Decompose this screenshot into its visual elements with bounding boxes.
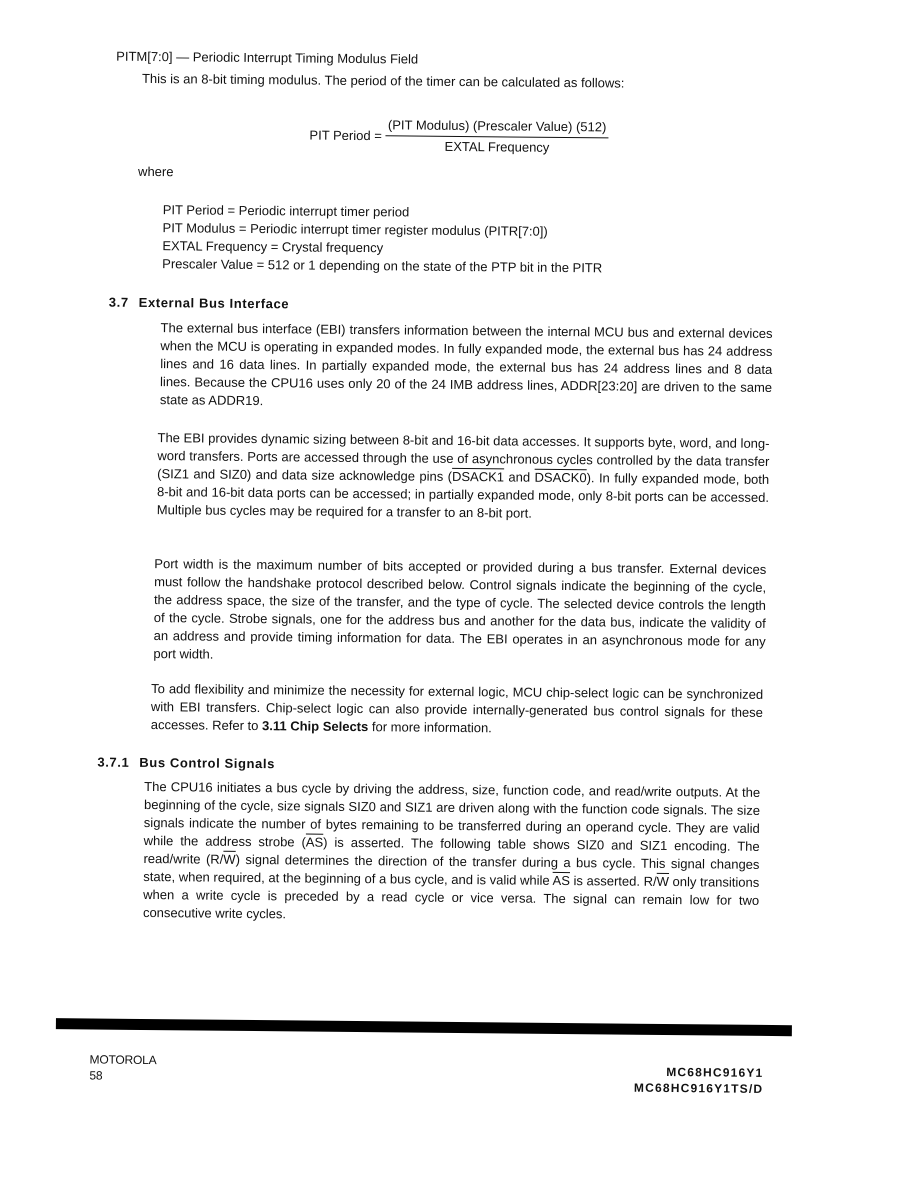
text-run: only transitions when a write cycle is preceded by a read cycle or vice versa. The signal can remain low for two consecutive write cycles. [142,874,760,922]
formula-denominator: EXTAL Frequency [444,138,550,155]
formula-numerator: (PIT Modulus) (Prescaler Value) (512) [386,116,609,138]
section-heading-3-7 [109,294,290,314]
ebi-paragraph-4 [151,680,763,740]
signal-w: $\overline{W}$ [656,873,670,890]
signal-dsack0: DSACK0 [534,469,587,486]
text-run: and [503,469,535,485]
company-name: MOTOROLA [89,1052,157,1068]
text-run: The CPU16 initiates a bus cycle by driving the address, size, function code, and read/write outputs. At the beginning of the cycle, size signals SIZ0 and SIZ1 are driven along with the function code signals. The size signals indicate the number of bytes remaining to be transferred during an operand cycle. They are valid while the address strobe ( [143,778,761,850]
text-run: To add flexibility and minimize the necessity for external logic, MCU chip-select logic can be synchronized with EBI transfers. Chip-select logic can also provide internally-generated bus control signals for these accesses. Refer to [150,681,764,734]
section-number: 3.7 [108,294,129,310]
field-intro: This is an 8-bit timing modulus. The period of the timer can be calculated as follows: [141,70,625,91]
signal-dsack1: DSACK1 [451,468,505,485]
part-number: MC68HC916Y1 [666,1065,764,1080]
ebi-paragraph-3: Port width is the maximum number of bits accepted or provided during a bus transfer. External devices must follow the handshake protocol described below. Control signals indicate the beginning of the cycle, the address space, the size of the transfer, and the type of cycle. The selected device controls the length of the cycle. Strobe signals, one for the address bus and another for the data bus, indicate the validity of an address and provide timing information for data. The EBI operates in an asynchronous mode for any port width. [153,556,767,662]
section-heading-3-7-1 [97,754,275,774]
ebi-paragraph-2 [157,429,770,525]
field-title: PITM[7:0] — Periodic Interrupt Timing Modulus Field [116,48,419,67]
footer-left [89,1051,156,1084]
text-run: ) signal determines the direction of the transfer during a bus cycle. This signal changes state, when required, at the beginning of a bus cycle, and is valid while [143,851,760,888]
footer-rule [56,1018,792,1036]
text-run: ). In fully expanded mode, both 8-bit and 16-bit data ports can be accessed; in partially expanded mode, only 8-bit ports can be accessed. Multiple bus cycles may be required for a transfer to an 8-bit port. [156,470,770,521]
footer-right [555,1063,763,1097]
definition-list [162,201,723,278]
page-number: 58 [89,1068,103,1083]
cross-reference: 3.11 Chip Selects [261,718,369,735]
text-run: is asserted. R/ [569,873,657,889]
signal-w: $\overline{W}$ [223,851,236,867]
section-title: External Bus Interface [138,294,290,312]
definition-item: PIT Period = Periodic interrupt timer period [162,202,410,220]
document-number: MC68HC916Y1TS/D [633,1080,764,1096]
bus-control-paragraph [143,778,760,928]
signal-as: $\overline{AS}$ [305,834,324,850]
definition-item: PIT Modulus = Periodic interrupt timer register modulus (PITR[7:0]) [162,220,548,239]
ebi-paragraph-1: The external bus interface (EBI) transfers information between the internal MCU bus and external devices when the MCU is operating in expanded modes. In fully expanded mode, the external bus has 24 address lines and 16 data lines. In partially expanded mode, the external bus has 24 address lines and 8 data lines. Because the CPU16 uses only 20 of the 24 IMB address lines, ADDR[23:20] are driven to the same state as ADDR19. [159,320,773,409]
definition-item: Prescaler Value = 512 or 1 depending on the state of the PTP bit in the PITR [162,256,603,276]
where-label: where [138,163,174,180]
text-run: ) is asserted. The following table shows SIZ0 and SIZ1 encoding. The read/write (R/ [143,834,760,867]
definition-item: EXTAL Frequency = Crystal frequency [162,238,384,256]
signal-as: $\overline{AS}$ [552,872,570,889]
section-number: 3.7.1 [97,754,130,770]
section-title: Bus Control Signals [139,754,276,772]
formula-lhs: PIT Period = [309,127,382,143]
pit-period-formula [309,116,639,158]
text-run: The EBI provides dynamic sizing between 8-bit and 16-bit data accesses. It supports byte, word, and long-word transfers. Ports are accessed through the use of asynchronous cycles controlled by the data transfer (SIZ1 and SIZ0) and data size acknowledge pins ( [157,430,770,484]
formula-fraction [386,116,609,157]
text-run: for more information. [368,719,492,736]
